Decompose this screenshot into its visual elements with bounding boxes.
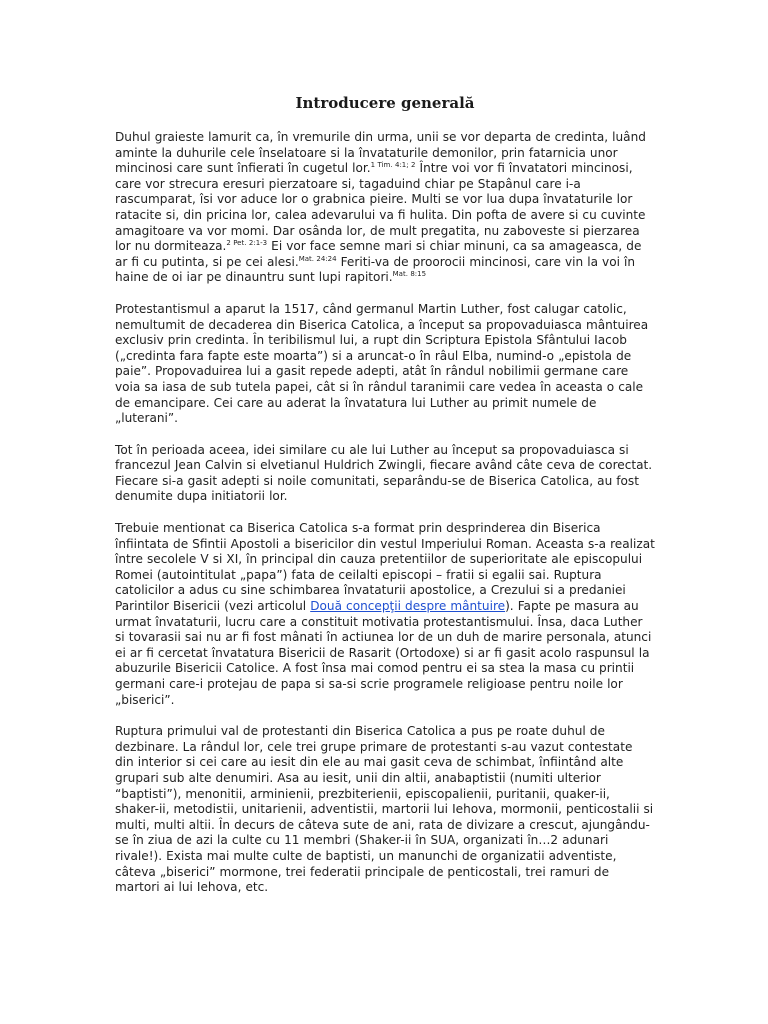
paragraph-intro-text-a: Duhul graieste lamurit ca, în vremurile din urma, unii se vor departa de credinta, luând aminte la duhurile cele înselatoare si la învataturile demonilor, prin fatarnicia unor mincinosi care sunt înfierati în cugetul lor. [115,130,646,176]
verse-reference: 1 Tim. 4:1; 2 [370,161,416,170]
paragraph-catholic-text-b: ). Fapte pe masura au urmat învataturii, lucru care a constituit motivatia protestantismului. Însa, daca Luther si tovarasii sai nu ar fi fost mânati în actiunea lor de un duh de marire personala, atunci ei ar fi cercetat învatatura Bisericii de Rasarit (Ortodoxe) si ar fi gasit acolo raspunsul la abuzurile Bisericii Catolice. A fost însa mai comod pentru ei sa stea la masa cu printii germani care-i protejau de papa si sa-si scrie programele religioase pentru noile lor „biserici”. [115,599,652,707]
verse-reference: 2 Pet. 2:1-3 [226,239,268,248]
paragraph-luther: Protestantismul a aparut la 1517, când germanul Martin Luther, fost calugar catolic, nemultumit de decaderea din Biserica Catolica, a început sa propovaduiasca mântuirea exclusiv prin credinta. În teribilismul lui, a rupt din Scriptura Epistola Sfântului Iacob („credinta fara fapte este moarta”) si a aruncat-o în râul Elba, numind-o „epistola de paie”. Propovaduirea lui a gasit repede adepti, atât în rândul nobilimii germane care voia sa iasa de sub tutela papei, cât si în rândul taranimii care vedea în aceasta o cale de emancipare. Cei care au aderat la învatatura lui Luther au primit numele de „luterani”. [115,301,649,426]
document-title: Introducere generală [295,94,475,112]
paragraph-catholic-church [115,521,655,708]
verse-reference: Mat. 24:24 [298,254,337,263]
paragraph-intro-text-b: Între voi vor fi învatatori mincinosi, care vor strecura eresuri pierzatoare si, tagaduind chiar pe Stapânul care i-a rascumparat, îsi vor aduce lor o grabnica pieire. Multi se vor lua dupa învataturile lor ratacite si, din pricina lor, calea adevarului va fi hulita. Din pofta de avere si cu cuvinte amagitoare va vor momi. Dar osânda lor, de mult pregatita, nu zaboveste si pierzarea lor nu dormiteaza. [115,161,646,254]
paragraph-calvin-zwingli: Tot în perioada aceea, idei similare cu ale lui Luther au început sa propovaduiasca si francezul Jean Calvin si elvetianul Huldrich Zwingli, fiecare având câte ceva de corectat. Fiecare si-a gasit adepti si noile comunitati, separându-se de Biserica Catolica, au fost denumite dupa initiatorii lor. [115,442,653,504]
verse-reference: Mat. 8:15 [392,270,427,279]
paragraph-catholic-text-a: Trebuie mentionat ca Biserica Catolica s-a format prin desprinderea din Biserica înfiintata de Sfintii Apostoli a bisericilor din vestul Imperiului Roman. Aceasta s-a realizat între secolele V si XI, în principal din cauza pretentiilor de superioritate ale episcopului Romei (autointitulat „papa”) fata de ceilalti episcopi – fratii si egalii sai. Ruptura catolicilor a adus cu sine schimbarea învataturii apostolice, a Crezului si a predaniei Parintilor Bisericii (vezi articolul [115,521,655,614]
paragraph-intro-text-d: Feriti-va de proorocii mincinosi, care vin la voi în haine de oi iar pe dinauntru sunt lupi rapitori. [115,254,636,285]
paragraph-intro [115,130,655,286]
document-page [115,94,655,912]
article-link[interactable]: Două concepţii despre mântuire [310,599,506,614]
paragraph-division: Ruptura primului val de protestanti din Biserica Catolica a pus pe roate duhul de dezbinare. La rândul lor, cele trei grupe primare de protestanti s-au vazut contestate din interior si cei care au iesit din ele au mai gasit ceva de schimbat, înfiintând alte grupari sub alte denumiri. Asa au iesit, unii din altii, anabaptistii (numiti ulterior “baptisti”), menonitii, arminienii, prezbiterienii, episcopalienii, puritanii, quaker-ii, shaker-ii, metodistii, unitarienii, adventistii, martorii lui Iehova, mormonii, penticostalii si multi, multi altii. În decurs de câteva sute de ani, rata de divizare a crescut, ajungându-se în ziua de azi la culte cu 11 membri (Shaker-ii în SUA, organizati în…2 adunari rivale!). Exista mai multe culte de baptisti, un manunchi de organizatii adventiste, câteva „biserici” mormone, trei federatii principale de penticostali, trei ramuri de martori ai lui Iehova, etc. [115,724,654,895]
paragraph-intro-text-c: Ei vor face semne mari si chiar minuni, ca sa amageasca, de ar fi cu putinta, si pe cei alesi. [115,239,642,269]
